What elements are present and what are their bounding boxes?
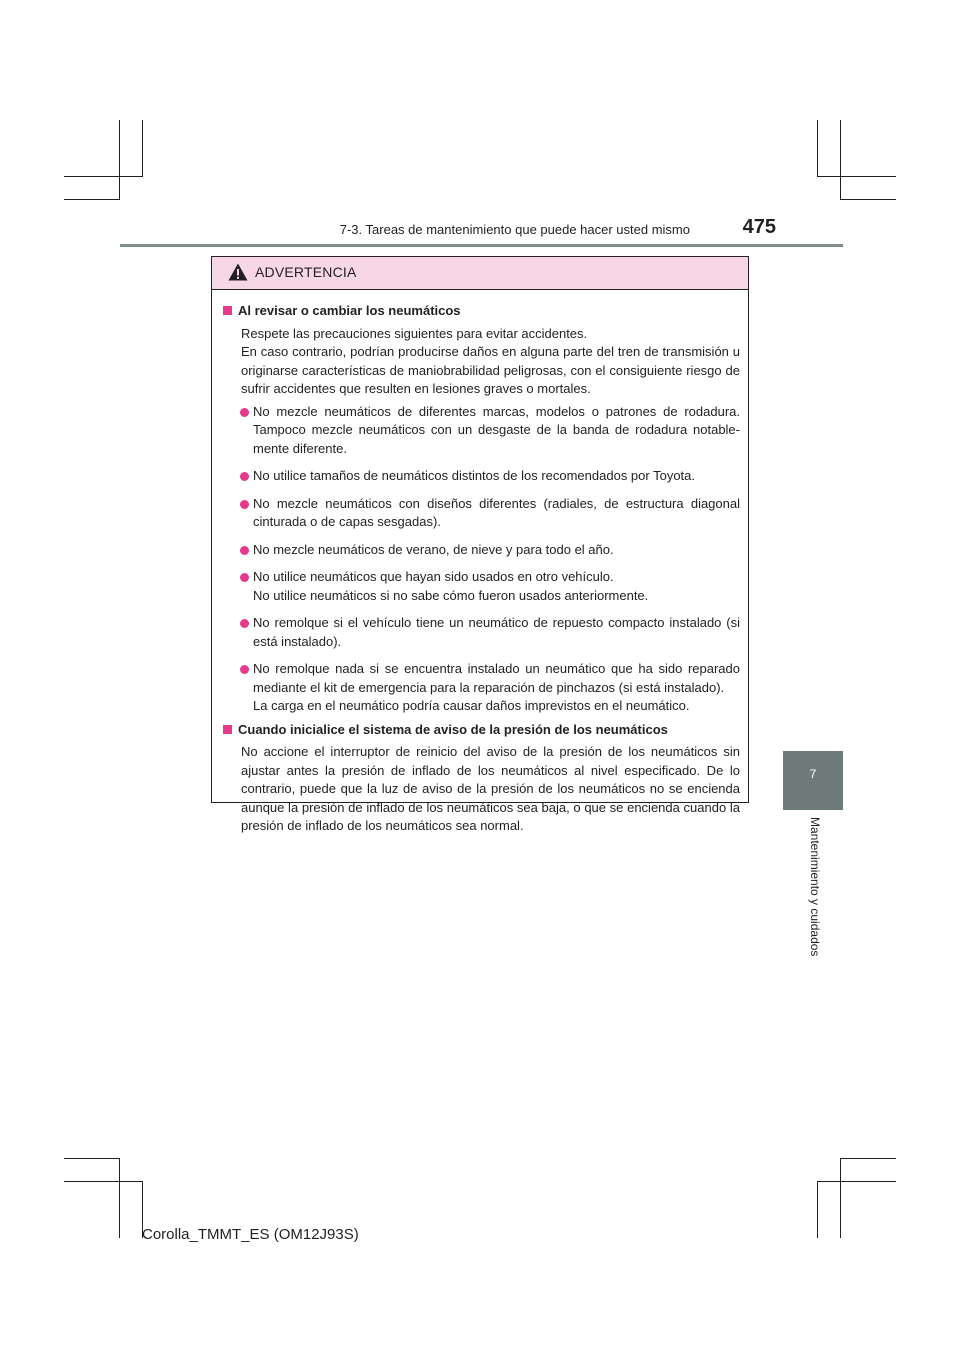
section-heading: Al revisar o cambiar los neumáticos: [222, 302, 740, 321]
circle-bullet-icon: [240, 546, 249, 555]
circle-bullet-icon: [240, 573, 249, 582]
warning-box: [211, 256, 749, 833]
page-number: 475: [742, 216, 776, 238]
circle-bullet-icon: [240, 665, 249, 674]
crop-mark: [817, 1181, 896, 1182]
warning-triangle-icon: [228, 263, 248, 281]
warning-body: [212, 290, 748, 836]
warning-header: [212, 257, 748, 290]
header-rule: [120, 244, 843, 247]
crop-mark: [840, 1158, 841, 1238]
crop-mark: [64, 1158, 120, 1159]
list-item: No utilice neumáticos que hayan sido usados en otro vehículo. No utilice neumáticos si no sabe cómo fueron usados anteriormente.: [222, 568, 740, 605]
chapter-number: 7: [809, 767, 817, 781]
crop-mark: [64, 176, 143, 177]
paragraph: No accione el interruptor de reinicio del aviso de la presión de los neumáticos sin ajustar antes la presión de inflado de los neumáticos al nivel especificado. De lo contrario, puede que la luz de aviso de la presión de los neumáticos no se encienda aunque la presión de inflado de los neumáticos sea baja, o que se encienda cuando la presión de inflado de los neumáticos sea normal.: [241, 744, 740, 833]
crop-mark: [817, 176, 896, 177]
footer-document-id: Corolla_TMMT_ES (OM12J93S): [142, 1226, 359, 1243]
crop-mark: [119, 1158, 120, 1238]
list-item: No remolque si el vehículo tiene un neumático de repuesto compacto instalado (si está instalado).: [222, 614, 740, 651]
list-item: No mezcle neumáticos de diferentes marcas, modelos o patrones de rodadura. Tampoco mezcle neumáticos con un desgaste de la banda de rodadura notable-mente diferente.: [222, 403, 740, 459]
square-bullet-icon: [223, 306, 232, 315]
warning-title: ADVERTENCIA: [255, 264, 357, 280]
crop-mark: [840, 199, 896, 200]
crop-mark: [64, 199, 120, 200]
list-item: No mezcle neumáticos de verano, de nieve y para todo el año.: [222, 541, 740, 560]
list-item: No mezcle neumáticos con diseños diferentes (radiales, de estructura diagonal cinturada o de capas sesgadas).: [222, 495, 740, 532]
crop-mark: [817, 1181, 818, 1238]
crop-mark: [817, 120, 818, 177]
section-header: 7-3. Tareas de mantenimiento que puede hacer usted mismo: [339, 222, 690, 237]
crop-mark: [840, 1158, 896, 1159]
circle-bullet-icon: [240, 472, 249, 481]
chapter-label: Mantenimiento y cuidados: [808, 817, 822, 957]
list-item: No utilice tamaños de neumáticos distintos de los recomendados por Toyota.: [222, 467, 740, 486]
section-heading: Cuando inicialice el sistema de aviso de la presión de los neumáticos: [222, 721, 740, 740]
crop-mark: [119, 120, 120, 200]
paragraph: Respete las precauciones siguientes para evitar accidentes. En caso contrario, podrían producirse daños en alguna parte del tren de transmisión u originarse características de maniobrabilidad peligrosas, con el consiguiente riesgo de sufrir accidentes que resulten en lesiones graves o mortales.: [241, 325, 740, 396]
crop-mark: [64, 1181, 143, 1182]
crop-mark: [840, 120, 841, 200]
circle-bullet-icon: [240, 408, 249, 417]
circle-bullet-icon: [240, 500, 249, 509]
circle-bullet-icon: [240, 619, 249, 628]
chapter-tab: [783, 751, 843, 810]
list-item: No remolque nada si se encuentra instalado un neumático que ha sido reparado mediante el kit de emergencia para la reparación de pinchazos (si está instalado). La carga en el neumático podría causar daños imprevistos en el neumático.: [222, 660, 740, 716]
square-bullet-icon: [223, 725, 232, 734]
crop-mark: [142, 120, 143, 177]
